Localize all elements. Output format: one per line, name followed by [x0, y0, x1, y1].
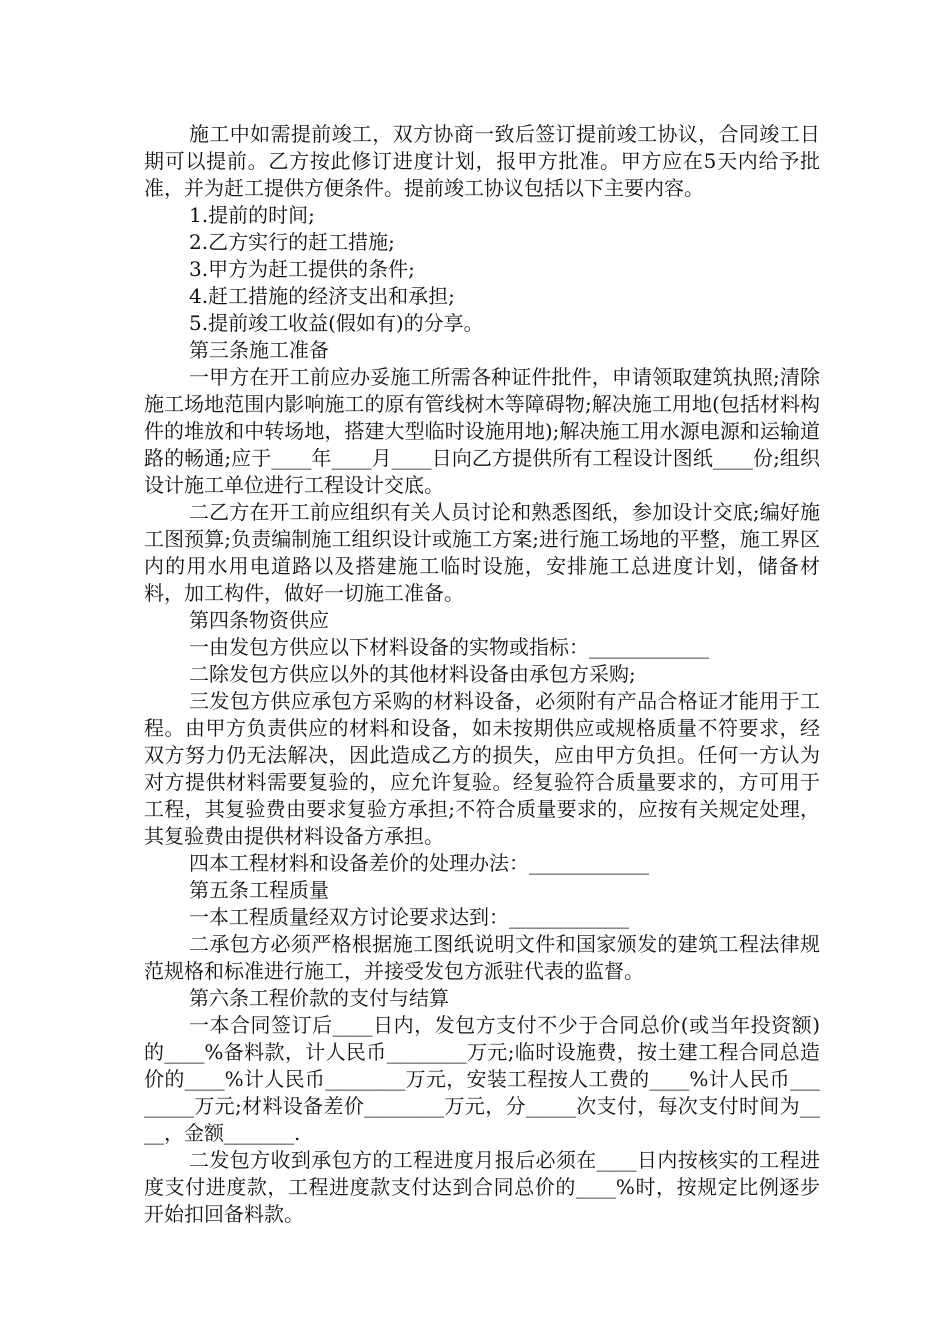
list-item: 1.提前的时间; [189, 203, 315, 227]
paragraph: 一本工程质量经双方讨论要求达到：____________ [189, 905, 629, 929]
list-item: 3.甲方为赶工提供的条件; [189, 257, 415, 281]
paragraph: 二乙方在开工前应组织有关人员讨论和熟悉图纸，参加设计交底;编好施工图预算;负责编制施工组织设计或施工方案;进行施工场地的平整，施工界区内的用水用电道路以及搭建施工临时设施，安排施工总进度计划，储备材料，加工构件，做好一切施工准备。 [144, 500, 820, 605]
paragraph: 一由发包方供应以下材料设备的实物或指标：____________ [189, 635, 709, 659]
section-heading: 第六条工程价款的支付与结算 [189, 986, 449, 1010]
paragraph: 二发包方收到承包方的工程进度月报后必须在____日内按核实的工程进度支付进度款，工程进度款支付达到合同总价的____%时，按规定比例逐步开始扣回备料款。 [144, 1148, 820, 1226]
paragraph: 二除发包方供应以外的其他材料设备由承包方采购; [189, 662, 636, 686]
section-heading: 第五条工程质量 [189, 878, 329, 902]
paragraph: 一甲方在开工前应办妥施工所需各种证件批件，申请领取建筑执照;清除施工场地范围内影响施工的原有管线树木等障碍物;解决施工用地(包括材料构件的堆放和中转场地，搭建大型临时设施用地);解决施工用水源电源和运输道路的畅通;应于____年____月____日向乙方提供所有工程设计图纸____份;组织设计施工单位进行工程设计交底。 [144, 365, 820, 497]
list-item: 2.乙方实行的赶工措施; [189, 230, 395, 254]
list-item: 5.提前竣工收益(假如有)的分享。 [189, 311, 484, 335]
paragraph-early-completion: 施工中如需提前竣工，双方协商一致后签订提前竣工协议，合同竣工日期可以提前。乙方按此修订进度计划，报甲方批准。甲方应在5天内给予批准，并为赶工提供方便条件。提前竣工协议包括以下主要内容。 [144, 122, 820, 200]
paragraph: 四本工程材料和设备差价的处理办法：____________ [189, 851, 649, 875]
section-heading: 第三条施工准备 [189, 338, 329, 362]
paragraph: 二承包方必须严格根据施工图纸说明文件和国家颁发的建筑工程法律规范规格和标准进行施工，并接受发包方派驻代表的监督。 [144, 932, 820, 983]
section-heading: 第四条物资供应 [189, 608, 329, 632]
document-page [144, 121, 820, 1228]
list-item: 4.赶工措施的经济支出和承担; [189, 284, 455, 308]
paragraph: 一本合同签订后____日内，发包方支付不少于合同总价(或当年投资额)的____%备料款，计人民币________万元;临时设施费，按土建工程合同总造价的____%计人民币________万元，安装工程按人工费的____%计人民币________万元;材料设备差价________万元，分_____次支付，每次支付时间为____，金额_______. [144, 1013, 820, 1145]
paragraph: 三发包方供应承包方采购的材料设备，必须附有产品合格证才能用于工程。由甲方负责供应的材料和设备，如未按期供应或规格质量不符要求，经双方努力仍无法解决，因此造成乙方的损失，应由甲方负担。任何一方认为对方提供材料需要复验的，应允许复验。经复验符合质量要求的，方可用于工程，其复验费由要求复验方承担;不符合质量要求的，应按有关规定处理，其复验费由提供材料设备方承担。 [144, 689, 820, 848]
